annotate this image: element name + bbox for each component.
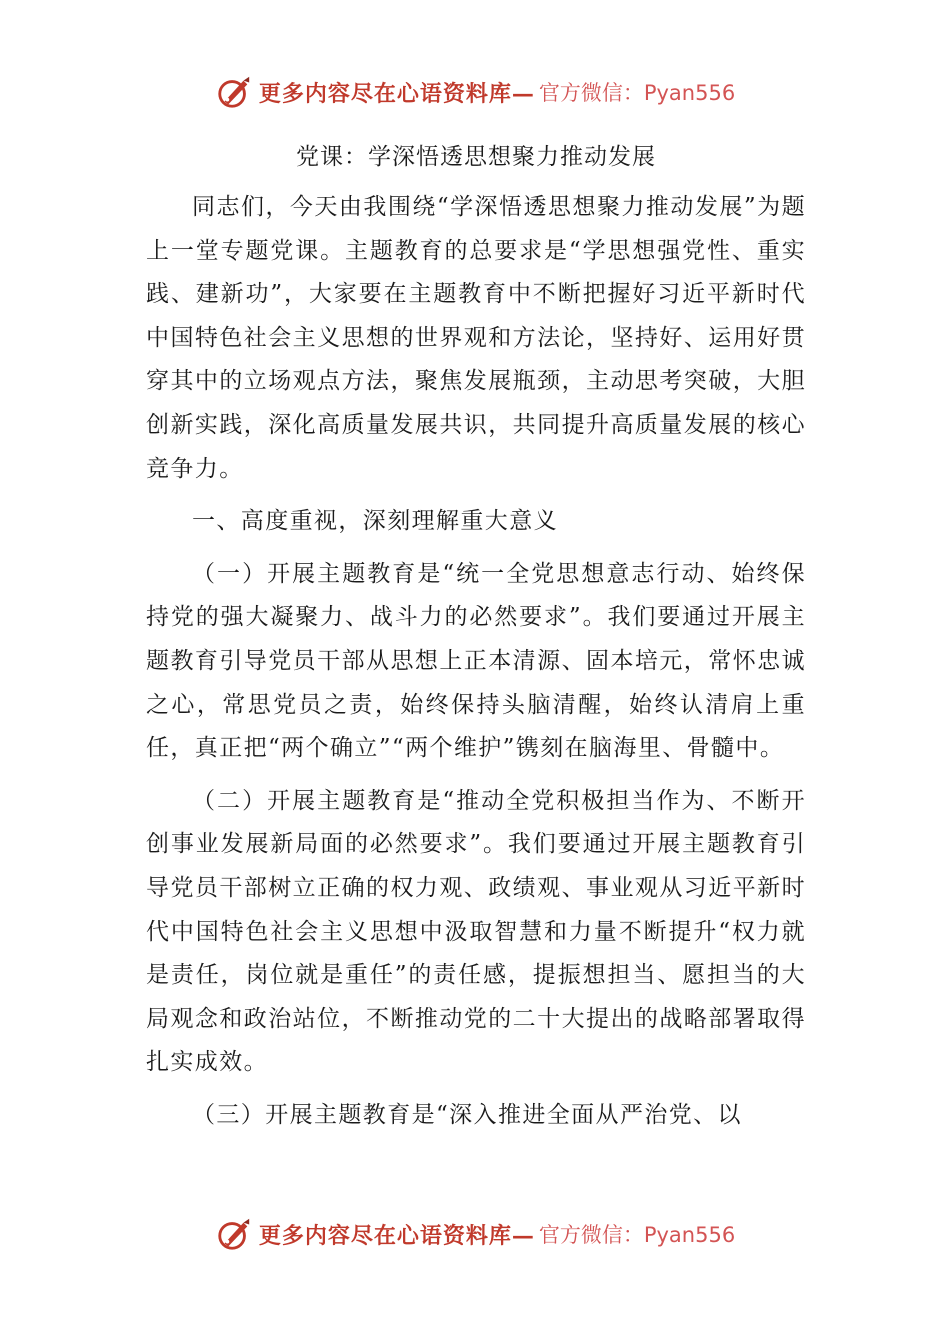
document-body	[146, 140, 806, 1146]
document-title: 党课：学深悟透思想聚力推动发展	[296, 144, 656, 170]
intro-paragraph: 同志们，今天由我围绕“学深悟透思想聚力推动发展”为题上一堂专题党课。主题教育的总要求是“学思想强党性、重实践、建新功”，大家要在主题教育中不断把握好习近平新时代中国特色社会主义思想的世界观和方法论，坚持好、运用好贯穿其中的立场观点方法，聚焦发展瓶颈，主动思考突破，大胆创新实践，深化高质量发展共识，共同提升高质量发展的核心竞争力。	[146, 194, 806, 482]
pen-logo-icon	[215, 73, 253, 111]
banner-wechat: 官方微信：Pyan556	[538, 81, 736, 105]
banner-wechat: 官方微信：Pyan556	[538, 1223, 736, 1247]
banner-text: 更多内容尽在心语资料库—	[258, 1222, 535, 1249]
paragraph-1: （一）开展主题教育是“统一全党思想意志行动、始终保持党的强大凝聚力、战斗力的必然要求”。我们要通过开展主题教育引导党员干部从思想上正本清源、固本培元，常怀忠诚之心，常思党员之责，始终保持头脑清醒，始终认清肩上重任，真正把“两个确立”“两个维护”镌刻在脑海里、骨髓中。	[146, 560, 806, 762]
banner-text: 更多内容尽在心语资料库—	[258, 80, 535, 107]
header-banner	[0, 70, 950, 114]
footer-banner	[0, 1212, 950, 1256]
pen-logo-icon	[215, 1215, 253, 1253]
paragraph-3: （三）开展主题教育是“深入推进全面从严治党、以	[192, 1101, 742, 1128]
paragraph-2: （二）开展主题教育是“推动全党积极担当作为、不断开创事业发展新局面的必然要求”。我们要通过开展主题教育引导党员干部树立正确的权力观、政绩观、事业观从习近平新时代中国特色社会主义思想中汲取智慧和力量不断提升“权力就是责任，岗位就是重任”的责任感，提振想担当、愿担当的大局观念和政治站位，不断推动党的二十大提出的战略部署取得扎实成效。	[146, 787, 806, 1076]
section-heading: 一、高度重视，深刻理解重大意义	[192, 508, 558, 535]
